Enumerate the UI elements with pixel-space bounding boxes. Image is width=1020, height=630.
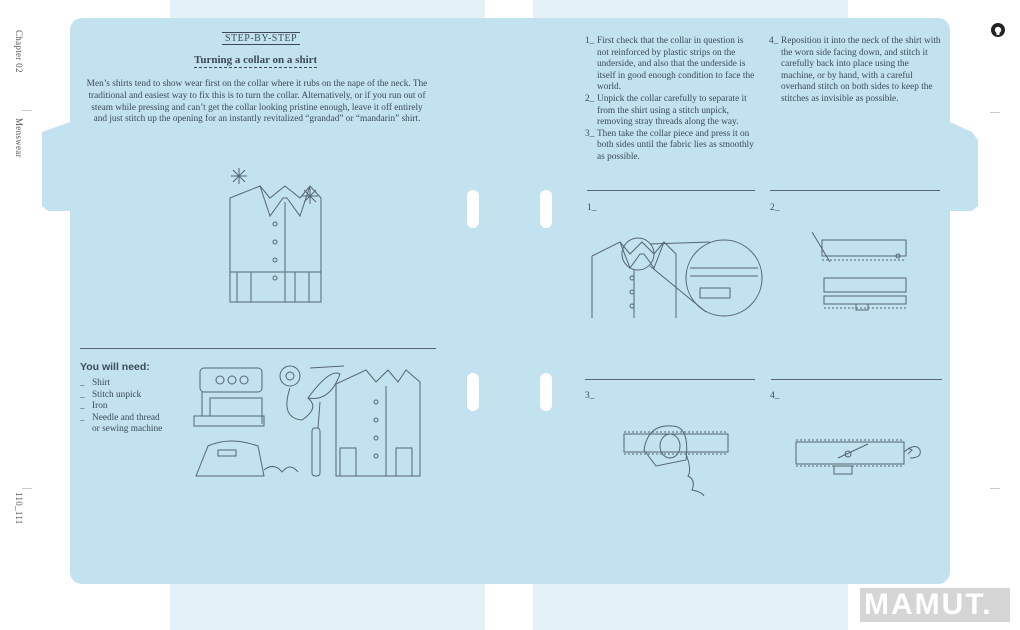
step-item: 4_ Reposition it into the neck of the shirt with the worn side facing down, and stitch it carefully back into place using the machine, or by hand, with a careful overhand stitch on both sides to keep the stitches as invisible as possible.: [769, 36, 941, 104]
page-numbers: 110_111: [14, 492, 24, 525]
chapter-label: Chapter 02: [14, 30, 24, 73]
shirt-icon: [336, 370, 420, 476]
sewing-machine-icon: [194, 368, 264, 426]
figure-divider: [770, 190, 940, 191]
binder-slot: [467, 190, 479, 228]
needs-list: [80, 378, 162, 436]
figure-divider: [585, 379, 755, 380]
steps-column-2: [769, 36, 941, 106]
step-item: 3_ Then take the collar piece and press it on both sides until the fabric lies as smoothly as possible.: [585, 128, 754, 162]
step-item: 1_ First check that the collar in question is not reinforced by plastic strips on the underside, and also that the underside is itself in good enough condition to face the world.: [585, 36, 755, 93]
margin-tick: [22, 110, 32, 111]
figure-label: 1_: [587, 203, 597, 213]
thread-spool-icon: [280, 366, 344, 420]
intro-paragraph: Men’s shirts tend to show wear first on the collar where it rubs on the nape of the neck. The traditional and easiest way to fix this is to turn the collar. Alternatively, or if you run out of steam while pressing and can’t get the collar looking pristine enough, leave it off entirely and just stitch up the opening for an instantly revitalized “grandad” or “mandarin” shirt.: [86, 79, 428, 125]
list-item: or sewing machine: [92, 424, 163, 435]
binder-slot: [540, 190, 552, 228]
list-item: _ Shirt: [80, 378, 111, 388]
figure-divider: [771, 379, 942, 380]
margin-tick: [990, 488, 1000, 489]
shirt-illustration: [225, 168, 355, 298]
tools-illustration: [190, 358, 430, 483]
binder-slot: [540, 373, 552, 411]
steps-column-1: [585, 36, 757, 164]
watermark-logo: MAMUT.: [864, 588, 993, 621]
margin-tick: [22, 488, 32, 489]
publisher-logo-icon: [990, 22, 1006, 38]
wear-spark-icon: [231, 168, 247, 184]
figure-4-stitch: [790, 432, 930, 482]
section-label: Menswear: [14, 118, 24, 158]
step-by-step-label: STEP-BY-STEP: [222, 32, 300, 45]
stitch-unpick-icon: [312, 402, 320, 476]
binder-slot: [467, 373, 479, 411]
figure-2-unpick: [812, 232, 912, 312]
figure-label: 4_: [770, 391, 780, 401]
figure-3-press: [622, 420, 732, 500]
figure-divider: [587, 190, 755, 191]
wear-spark-icon: [302, 188, 318, 204]
list-item: _ Needle and thread: [80, 412, 160, 423]
list-item: _ Iron: [80, 401, 108, 412]
figure-1-collar-check: [590, 232, 765, 322]
section-divider: [80, 348, 436, 349]
step-item: 2_ Unpick the collar carefully to separate it from the shirt using a stitch unpick, removing stray threads along the way.: [585, 93, 747, 128]
list-item: _ Stitch unpick: [80, 389, 142, 400]
figure-label: 2_: [770, 203, 780, 213]
you-will-need-title: You will need:: [80, 361, 150, 373]
iron-icon: [196, 441, 298, 476]
figure-label: 3_: [585, 391, 595, 401]
margin-tick: [990, 112, 1000, 113]
page-title: Turning a collar on a shirt: [194, 54, 318, 66]
